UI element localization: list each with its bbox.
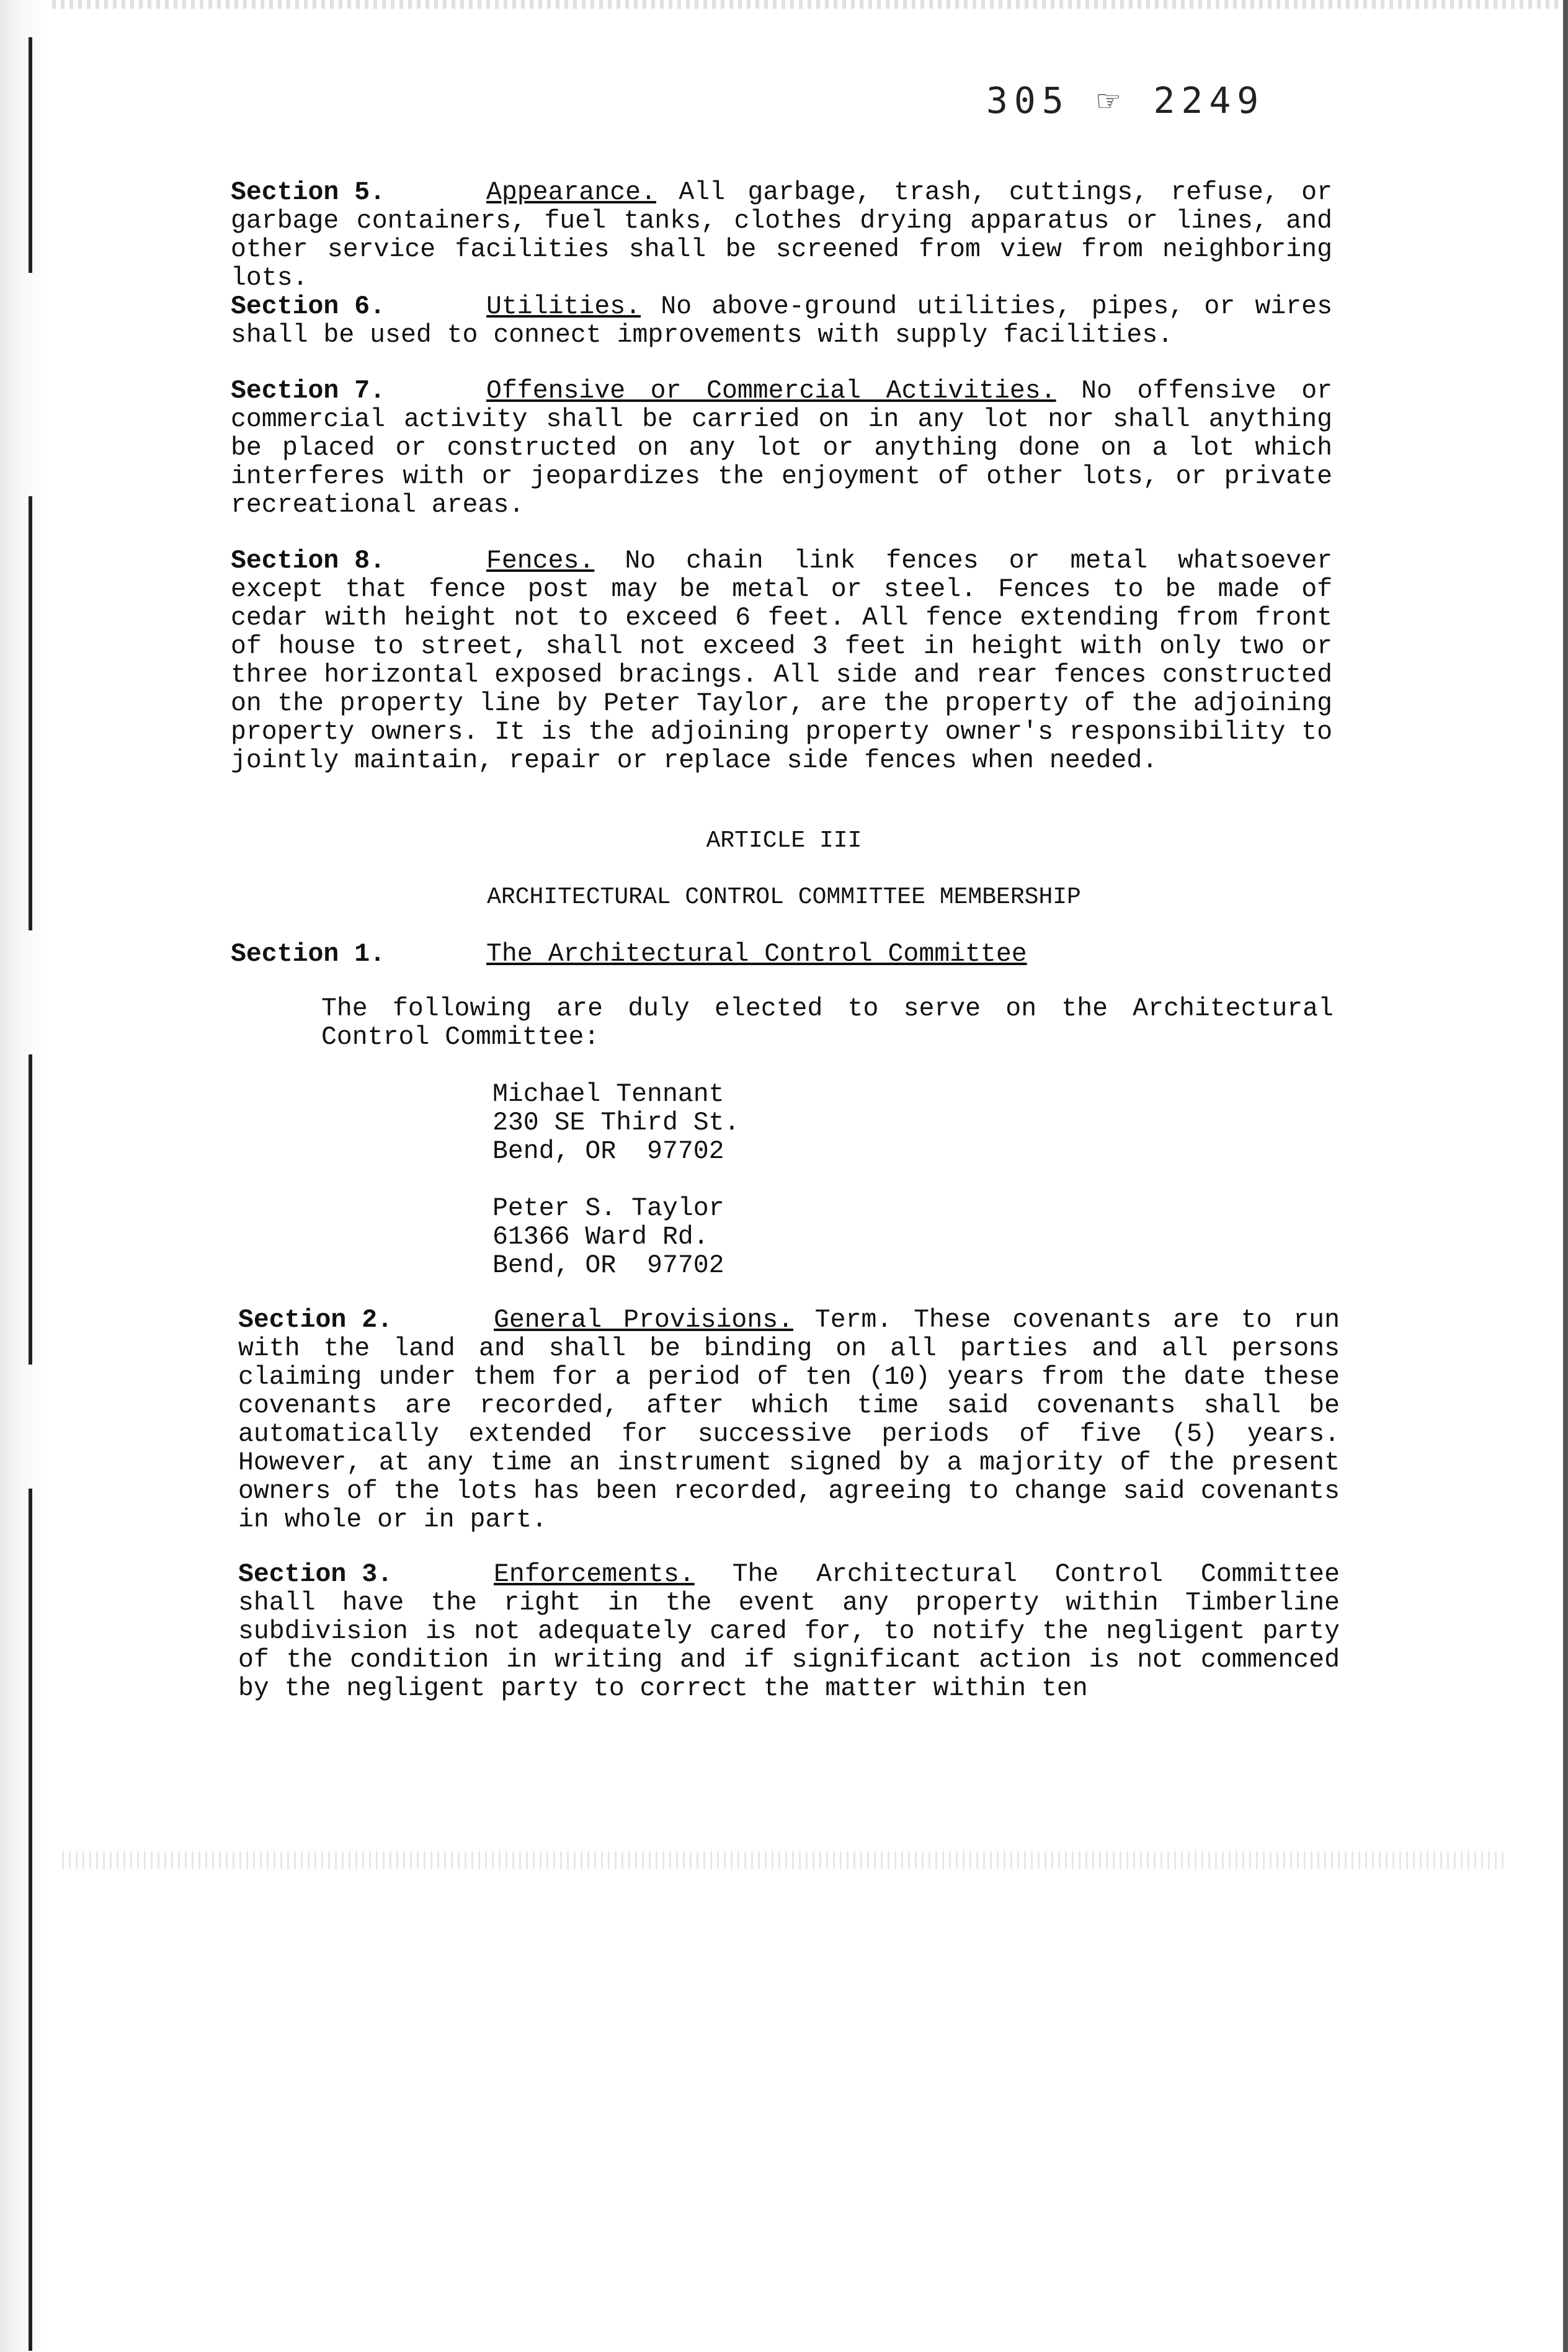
scan-edge-top	[0, 0, 1568, 9]
section-title: General Provisions.	[494, 1306, 794, 1335]
section-7	[231, 377, 1332, 520]
member-city: Bend, OR 97702	[492, 1137, 724, 1166]
article3-section-3	[238, 1561, 1340, 1703]
committee-intro: The following are duly elected to serve on the Architectural Control Committee:	[321, 994, 1334, 1052]
section-6	[231, 293, 1332, 350]
section-title: Utilities.	[486, 292, 641, 321]
section-body: No chain link fences or metal whatsoever except that fence post may be metal or steel. Fences to be made of cedar with height not to exceed 6 feet. All fence extending from front of house to street, shall not exceed 3 feet in height with only two or three horizontal exposed bracings. All side and rear fences constructed on the property line by Peter Taylor, are the property of the adjoining property owners. It is the adjoining property owner's responsibility to jointly maintain, repair or replace side fences when needed.	[231, 546, 1333, 775]
section-title: Appearance.	[486, 178, 656, 207]
section-label: Section 3.	[238, 1560, 393, 1589]
member-address	[492, 1080, 739, 1166]
article-heading: ARCHITECTURAL CONTROL COMMITTEE MEMBERSHIP	[487, 884, 1081, 911]
section-label: Section 7.	[231, 376, 386, 406]
section-label: Section 2.	[238, 1306, 393, 1335]
section-label: Section 8.	[231, 546, 386, 576]
member-name: Michael Tennant	[492, 1080, 724, 1109]
section-title: Fences.	[486, 546, 595, 576]
section-8	[231, 547, 1332, 775]
page-stamp: 305 ☞ 2249	[986, 79, 1265, 122]
section-title: Offensive or Commercial Activities.	[486, 376, 1056, 406]
scan-edge-mark	[29, 37, 32, 273]
scan-edge-mark	[29, 496, 32, 930]
scan-edge-left	[0, 0, 50, 2352]
section-body: Term. These covenants are to run with the land and shall be binding on all parties and all persons claiming under them for a period of ten (10) years from the date these covenants are recorded, after which time said covenants shall be automatically extended for successive periods of five (5) years. However, at any time an instrument signed by a majority of the present owners of the lots has been recorded, agreeing to change said covenants in whole or in part.	[238, 1306, 1340, 1535]
scan-edge-right	[1563, 0, 1568, 2352]
section-body: No offensive or commercial activity shall be carried on in any lot nor shall anything be placed or constructed on any lot or anything done on a lot which interferes with or jeopardizes the enjoyment of other lots, or private recreational areas.	[231, 376, 1333, 520]
section-title: Enforcements.	[494, 1560, 695, 1589]
member-street: 61366 Ward Rd.	[492, 1223, 709, 1252]
scan-speckle-band	[62, 1851, 1507, 1869]
member-address	[492, 1195, 724, 1280]
scan-edge-mark	[29, 1489, 32, 2351]
article-number: ARTICLE III	[706, 827, 862, 854]
section-body: No above-ground utilities, pipes, or wires shall be used to connect improvements with supply facilities.	[231, 292, 1332, 350]
article3-section-1	[231, 940, 1332, 969]
member-city: Bend, OR 97702	[492, 1251, 724, 1280]
section-5	[231, 179, 1332, 293]
section-title: The Architectural Control Committee	[486, 940, 1027, 969]
member-name: Peter S. Taylor	[492, 1194, 724, 1223]
section-label: Section 6.	[231, 292, 386, 321]
article3-section-2	[238, 1306, 1340, 1535]
section-label: Section 5.	[231, 178, 386, 207]
scan-edge-mark	[29, 1054, 32, 1365]
section-label: Section 1.	[231, 940, 386, 969]
section-body: All garbage, trash, cuttings, refuse, or garbage containers, fuel tanks, clothes drying apparatus or lines, and other service facilities shall be screened from view from neighboring lots.	[231, 178, 1332, 293]
member-street: 230 SE Third St.	[492, 1108, 740, 1138]
section-body: The Architectural Control Committee shall have the right in the event any property within Timberline subdivision is not adequately cared for, to notify the negligent party of the condition in writing and if significant action is not commenced by the negligent party to correct the matter within ten	[238, 1560, 1340, 1703]
